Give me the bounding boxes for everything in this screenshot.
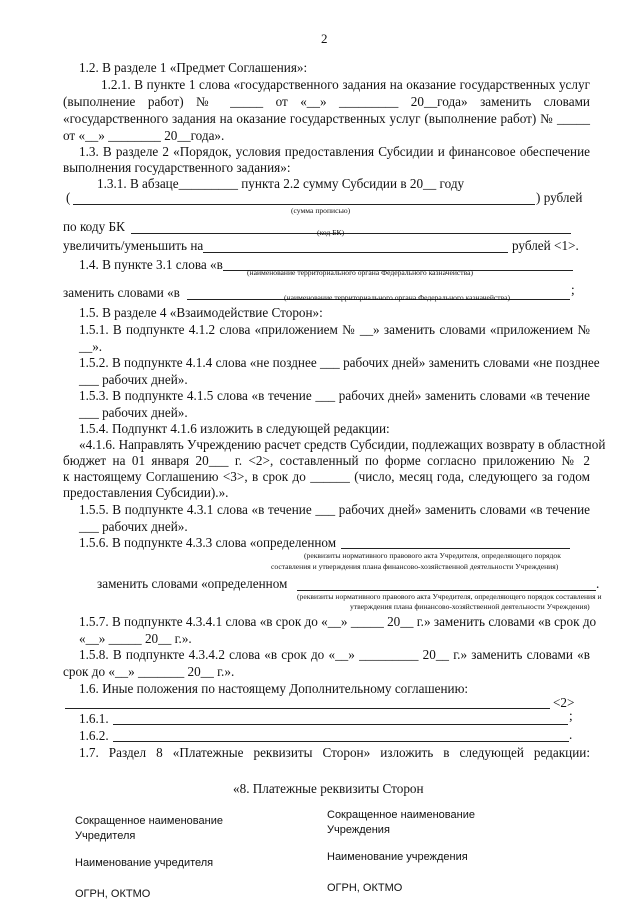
clause-1-5-1: 1.5.1. В подпункте 4.1.2 слова «приложением № __» заменить словами «приложением № — [79, 322, 590, 337]
clause-1-2-1: 1.2.1. В пункте 1 слова «государственного задания на оказание государственных услуг — [101, 77, 590, 92]
clause-1-6-2-blank — [113, 741, 569, 742]
clause-1-6-1: 1.6.1. — [79, 711, 109, 726]
caption-bk-code: (код БК) — [317, 228, 345, 237]
clause-text-line: от «__» ________ 20__года». — [63, 128, 225, 143]
clause-1-5-6: 1.5.6. В подпункте 4.3.3 слова «определенном — [79, 535, 337, 550]
clause-1-4: 1.4. В пункте 3.1 слова «в — [79, 257, 223, 272]
clause-text-line: (выполнение работ) № _____ от «__» _________ 20__года» заменить словами — [63, 94, 590, 109]
institution-ogrn-label: ОГРН, ОКТМО — [327, 882, 403, 894]
clause-text-line: ___ рабочих дней». — [79, 519, 188, 534]
bk-code-blank — [131, 233, 571, 234]
clause-1-6: 1.6. Иные положения по настоящему Дополнительному соглашению: — [79, 681, 469, 696]
clause-1-5-8: 1.5.8. В подпункте 4.3.4.2 слова «в срок до «__» _________ 20__ г.» заменить словами «в — [79, 647, 590, 662]
clause-text-line: к настоящему Соглашению <3>, в срок до ______ (число, месяц года, следующего за годом — [63, 469, 590, 484]
period: . — [569, 727, 573, 742]
period: . — [596, 576, 600, 591]
clause-text-line: выполнения государственного задания»: — [63, 160, 291, 175]
clause-1-6-1-blank — [113, 724, 568, 725]
semicolon: ; — [571, 282, 575, 297]
institution-name-label: Наименование учреждения — [327, 851, 468, 863]
clause-text-line: бюджет на 01 января 20___ г. <2>, составленный по форме согласно приложению № 2 — [63, 453, 590, 468]
section-8-title: «8. Платежные реквизиты Сторон — [233, 781, 424, 796]
caption-normative-act-1: (реквизиты нормативного правового акта Учредителя, определяющего порядок — [304, 551, 561, 560]
clause-1-5-3: 1.5.3. В подпункте 4.1.5 слова «в течение ___ рабочих дней» заменить словами «в течение — [79, 388, 590, 403]
clause-1-5: 1.5. В разделе 4 «Взаимодействие Сторон»: — [79, 305, 323, 320]
clause-1-5-5: 1.5.5. В подпункте 4.3.1 слова «в течение ___ рабочих дней» заменить словами «в течение — [79, 502, 590, 517]
bk-code-label: по коду БК — [63, 219, 125, 234]
clause-1-5-2: 1.5.2. В подпункте 4.1.4 слова «не позднее ___ рабочих дней» заменить словами «не позднее — [79, 355, 600, 370]
amount-open-paren: ( — [66, 190, 71, 205]
normative-act-new-blank — [297, 590, 596, 591]
normative-act-blank — [341, 548, 570, 549]
increase-currency: рублей <1>. — [512, 238, 579, 253]
clause-text-line: «__» _____ 20__ г.». — [79, 631, 192, 646]
institution-short-name-label-2: Учреждения — [327, 824, 390, 836]
semicolon: ; — [569, 708, 573, 723]
footnote-ref: <2> — [553, 695, 575, 710]
founder-ogrn-label: ОГРН, ОКТМО — [75, 888, 151, 900]
replace-with-determined: заменить словами «определенном — [97, 576, 288, 591]
increase-amount-blank — [203, 252, 508, 253]
clause-text-line: «государственного задания на оказание государственных услуг (выполнение работ) № _____ — [63, 111, 590, 126]
caption-treasury-2: (наименование территориального органа Федерального казначейства) — [284, 293, 510, 302]
caption-normative-act-4: утверждения плана финансово-хозяйственной деятельности Учреждения) — [350, 602, 590, 611]
clause-1-5-7: 1.5.7. В подпункте 4.3.4.1 слова «в срок до «__» _____ 20__ г.» заменить словами «в срок до — [79, 614, 597, 629]
founder-short-name-label-2: Учредителя — [75, 830, 136, 842]
amount-currency: ) рублей — [536, 190, 583, 205]
clause-1-3: 1.3. В разделе 2 «Порядок, условия предоставления Субсидии и финансовое обеспечение — [79, 144, 590, 159]
institution-short-name-label: Сокращенное наименование — [327, 809, 475, 821]
clause-text-line: предоставления Субсидии).». — [63, 485, 229, 500]
caption-normative-act-3: (реквизиты нормативного правового акта Учредителя, определяющего порядок составления и — [297, 592, 602, 601]
increase-decrease-label: увеличить/уменьшить на — [63, 238, 204, 253]
clause-1-3-1: 1.3.1. В абзаце_________ пункта 2.2 сумму Субсидии в 20__ году — [97, 176, 465, 191]
clause-text-line: __». — [79, 339, 103, 354]
other-provisions-blank — [65, 708, 550, 709]
clause-text-line: ___ рабочих дней». — [79, 372, 188, 387]
caption-treasury: (наименование территориального органа Федерального казначейства) — [247, 268, 473, 277]
clause-1-2: 1.2. В разделе 1 «Предмет Соглашения»: — [79, 60, 308, 75]
founder-name-label: Наименование учредителя — [75, 857, 214, 869]
clause-text-line: ___ рабочих дней». — [79, 405, 188, 420]
clause-1-6-2: 1.6.2. — [79, 728, 109, 743]
founder-short-name-label: Сокращенное наименование — [75, 815, 223, 827]
page-number: 2 — [321, 31, 328, 46]
caption-normative-act-2: составления и утверждения плана финансово-хозяйственной деятельности Учреждения) — [271, 562, 559, 571]
replace-with-label: заменить словами «в — [63, 285, 180, 300]
clause-text-line: срок до «__» _______ 20__ г.». — [63, 664, 235, 679]
amount-in-words-blank — [73, 204, 535, 205]
caption-amount: (сумма прописью) — [291, 206, 351, 215]
clause-4-1-6: «4.1.6. Направлять Учреждению расчет средств Субсидии, подлежащих возврату в областной — [79, 437, 606, 452]
clause-1-7: 1.7. Раздел 8 «Платежные реквизиты Сторон» изложить в следующей редакции: — [79, 745, 590, 760]
clause-1-5-4: 1.5.4. Подпункт 4.1.6 изложить в следующей редакции: — [79, 421, 390, 436]
